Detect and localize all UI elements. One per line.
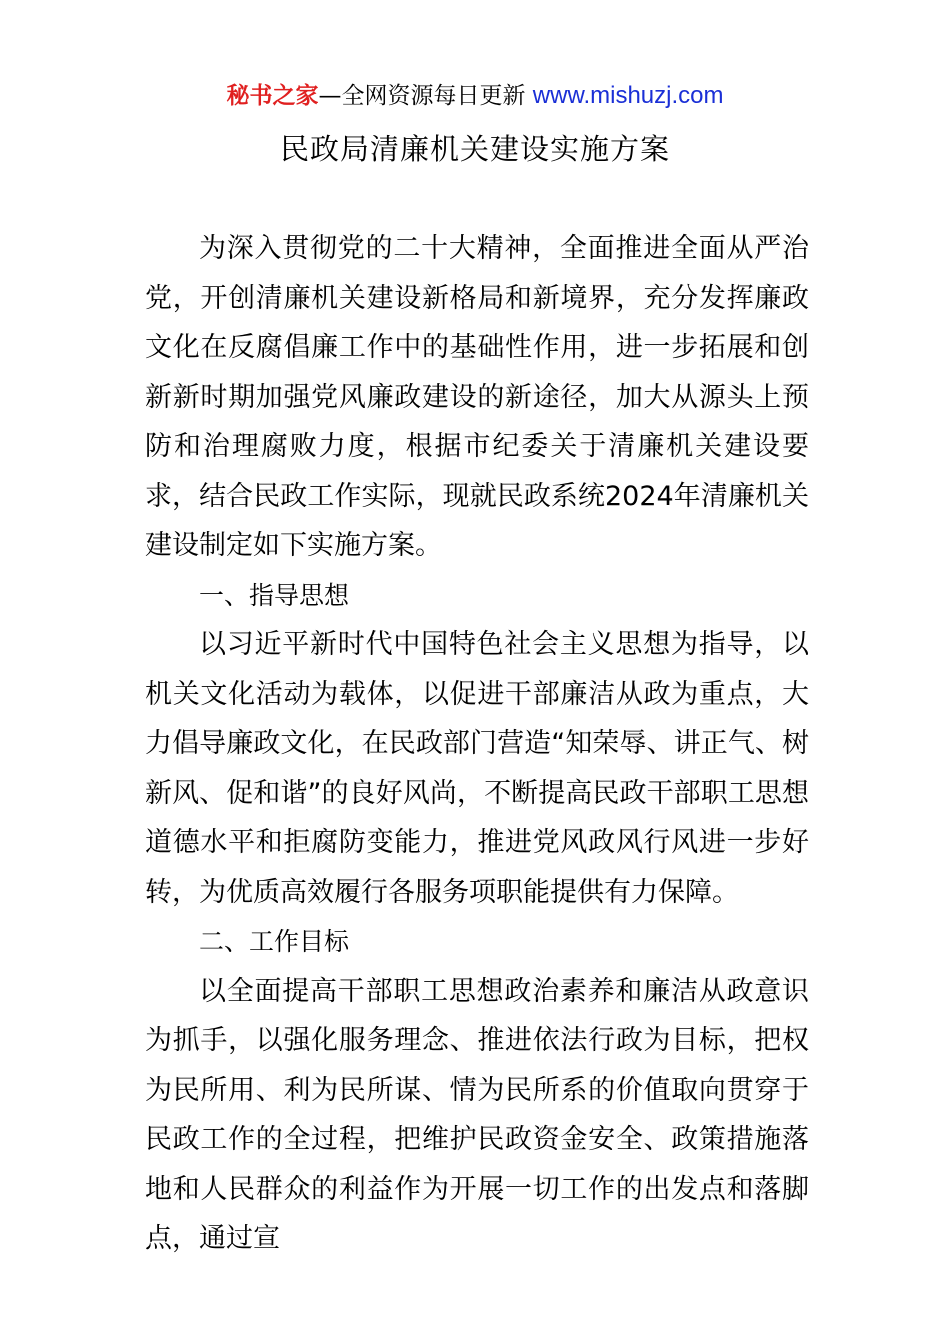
document-title: 民政局清廉机关建设实施方案 — [279, 132, 670, 166]
section-heading-guiding-thought: 一、指导思想 — [199, 580, 350, 610]
site-url-link[interactable]: www.mishuzj.com — [532, 82, 724, 109]
section-heading-work-goals: 二、工作目标 — [199, 927, 350, 956]
intro-paragraph: 为深入贯彻党的二十大精神，全面推进全面从严治党，开创清廉机关建设新格局和新境界，充分发挥廉政文化在反腐倡廉工作中的基础性作用，进一步拓展和创新新时期加强党风廉政建设的新途径，加大从源头上预防和治理腐败力度，根据市纪委关于清廉机关建设要求，结合民政工作实际，现就民政系统2024年清廉机关建设制定如下实施方案。 — [145, 233, 809, 561]
site-header — [0, 80, 950, 112]
site-tagline: —全网资源每日更新 — [318, 83, 526, 109]
document-body — [145, 224, 809, 1264]
site-brand: 秘书之家 — [226, 83, 319, 109]
work-goals-paragraph: 以全面提高干部职工思想政治素养和廉洁从政意识为抓手，以强化服务理念、推进依法行政为目标，把权为民所用、利为民所谋、情为民所系的价值取向贯穿于民政工作的全过程，把维护民政资金安全、政策措施落地和人民群众的利益作为开展一切工作的出发点和落脚点，通过宣 — [145, 975, 809, 1254]
guiding-thought-paragraph: 以习近平新时代中国特色社会主义思想为指导，以机关文化活动为载体，以促进干部廉洁从政为重点，大力倡导廉政文化，在民政部门营造“知荣辱、讲正气、树新风、促和谐”的良好风尚，不断提高民政干部职工思想道德水平和拒腐防变能力，推进党风政风行风进一步好转，为优质高效履行各服务项职能提供有力保障。 — [145, 629, 809, 908]
